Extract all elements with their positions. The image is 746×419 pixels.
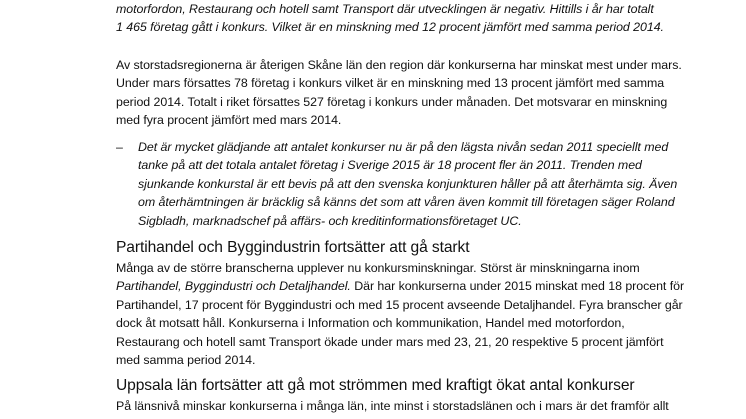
- text-line: Under mars försattes 78 företag i konkurs vilket är en minskning med 13 procent jämfört med samma: [116, 76, 665, 91]
- paragraph-skane: [116, 56, 682, 130]
- text-line: Restaurang och hotell samt Transport ökade under mars med 23, 21, 20 respektive 5 procent jämfört: [116, 334, 664, 349]
- text-line: tanke på att det totala antalet företag i Sverige 2015 är 18 procent fler än 2011. Trenden med: [138, 158, 642, 173]
- text-line: [116, 277, 685, 295]
- text-line: Av storstadsregionerna är återigen Skåne län den region där konkurserna har minskat mest under mars.: [116, 58, 682, 72]
- text-line: 1 465 företag gått i konkurs. Vilket är en minskning med 12 procent jämfört med samma period 2014.: [116, 20, 664, 35]
- quote-body: [138, 138, 677, 230]
- text-line: motorfordon, Restaurang och hotell samt Transport där utvecklingen är negativ. Hittills i år har totalt: [116, 2, 654, 16]
- text-line: period 2014. Totalt i riket försattes 527 företag i konkurs under månaden. Det motsvarar en minskning: [116, 94, 668, 109]
- text-line: Partihandel, 17 procent för Byggindustri och med 15 procent avseende Detaljhandel. Fyra branscher går: [116, 297, 683, 312]
- text-line: Många av de större branscherna upplever nu konkursminskningar. Störst är minskningarna inom: [116, 261, 640, 275]
- section-heading-partihandel: Partihandel och Byggindustrin fortsätter att gå starkt: [116, 239, 470, 256]
- text-line: med samma period 2014.: [116, 353, 256, 368]
- text-line: sjunkande konkurstal är ett bevis på att den svenska konjunkturen håller på att återhämta sig. Även: [138, 176, 678, 191]
- section-heading-uppsala: Uppsala län fortsätter att gå mot strömmen med kraftigt ökat antal konkurser: [116, 377, 635, 394]
- text-line: dock åt motsatt håll. Konkurserna i Information och kommunikation, Handel med motorfordon,: [116, 316, 625, 331]
- italic-branches: Partihandel, Byggindustri och Detaljhandel.: [116, 279, 351, 294]
- paragraph-uppsala: [116, 397, 676, 415]
- text-line: om återhämtningen är bräcklig så känns det som att våren även kommit till företagen säger Roland: [138, 195, 675, 210]
- text-line: Sigbladh, marknadschef på affärs- och kreditinformationsföretaget UC.: [138, 213, 522, 228]
- text-line: med fyra procent jämfört med mars 2014.: [116, 113, 342, 128]
- text-span: Där har konkurserna under 2015 minskat med 18 procent för: [350, 279, 685, 294]
- paragraph-partihandel: [116, 259, 685, 369]
- text-line: Det är mycket glädjande att antalet konkurser nu är på den lägsta nivån sedan 2011 speciellt med: [138, 140, 669, 154]
- paragraph-top: [116, 0, 676, 37]
- text-line: På länsnivå minskar konkurserna i många län, inte minst i storstadslänen och i mars är det framför allt: [116, 399, 669, 413]
- quote-dash: –: [116, 140, 123, 154]
